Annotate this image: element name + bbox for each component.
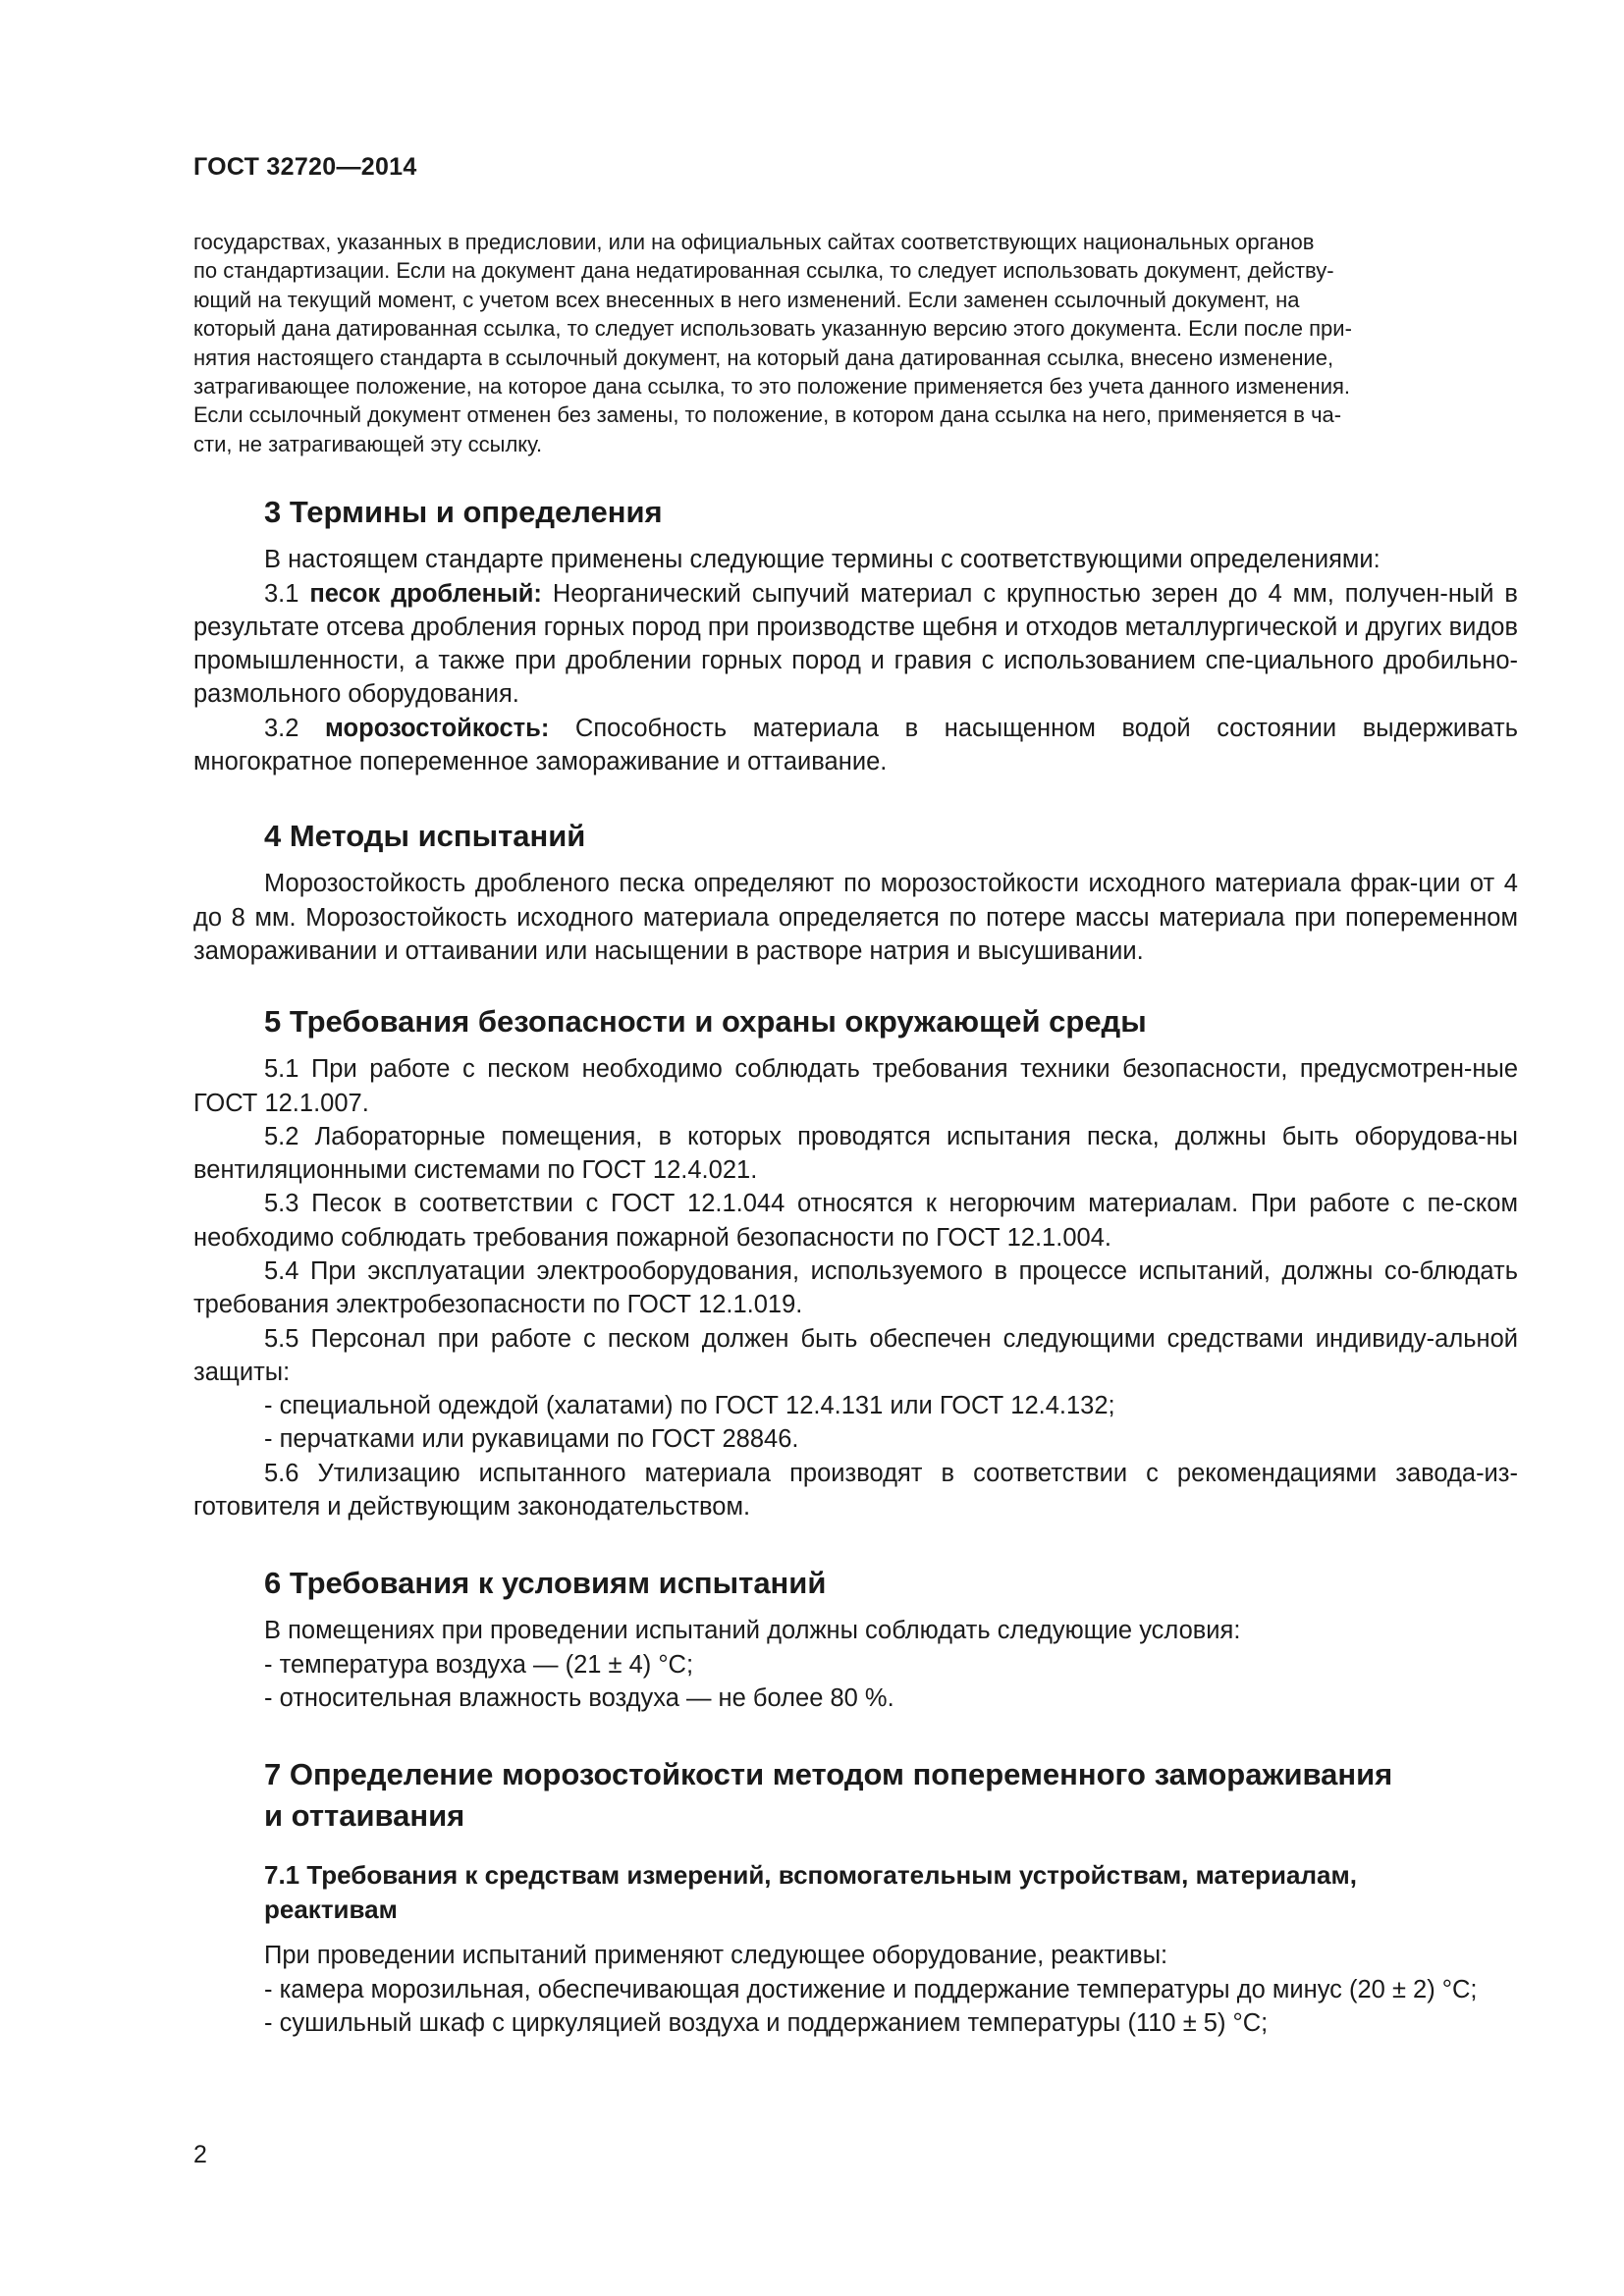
intro-line: Если ссылочный документ отменен без замены, то положение, в котором дана ссылка на него, применяется в ча- — [193, 402, 1342, 428]
subsection-7-1-intro: При проведении испытаний применяют следующее оборудование, реактивы: — [264, 1942, 1168, 1970]
term-3-1-definition: Неорганический сыпучий материал с крупностью зерен до 4 мм, получен-ный в результате отсева дробления горных пород при производстве щебня и отходов металлургической и других видов промышленности, а также при дроблении горных пород и гравия с использованием спе-циального дробильно-размольного оборудования. — [193, 579, 1518, 709]
term-3-1-number: 3.1 — [264, 579, 310, 608]
document-content — [193, 228, 1518, 2040]
intro-line: сти, не затрагивающей эту ссылку. — [193, 431, 543, 456]
condition-item: - относительная влажность воздуха — не более 80 %. — [264, 1683, 894, 1712]
clause-5-3: 5.3 Песок в соответствии с ГОСТ 12.1.044 относятся к негорючим материалам. При работе с пе-ском необходимо соблюдать требования пожарной безопасности по ГОСТ 12.1.004. — [193, 1190, 1518, 1252]
section-3-heading: 3 Термины и определения — [264, 495, 663, 530]
section-5-heading: 5 Требования безопасности и охраны окружающей среды — [264, 1004, 1147, 1040]
term-3-2-definition: Способность материала в насыщенном водой состоянии выдерживать многократное попеременное замораживание и оттаивание. — [193, 714, 1518, 776]
section-4 — [193, 816, 1518, 968]
equipment-item: - камера морозильная, обеспечивающая достижение и поддержание температуры до минус (20 ± 2) °С; — [264, 1975, 1478, 2003]
section-7-heading-line: и оттаивания — [264, 1798, 465, 1834]
term-3-2 — [193, 712, 1518, 779]
intro-line: ющий на текущий момент, с учетом всех внесенных в него изменений. Если заменен ссылочный документ, на — [193, 287, 1300, 312]
section-7-heading — [193, 1754, 1518, 1837]
equipment-item: - сушильный шкаф с циркуляцией воздуха и поддержанием температуры (110 ± 5) °С; — [264, 2008, 1269, 2037]
term-3-1 — [193, 577, 1518, 712]
subsection-7-1-heading-line: реактивам — [264, 1895, 398, 1925]
term-3-2-term: морозостойкость: — [325, 714, 550, 742]
section-4-heading: 4 Методы испытаний — [264, 819, 586, 854]
section-6 — [193, 1563, 1518, 1715]
clause-5-5-item: - перчатками или рукавицами по ГОСТ 28846. — [264, 1425, 799, 1454]
intro-paragraph — [193, 228, 1518, 458]
clause-5-2: 5.2 Лабораторные помещения, в которых проводятся испытания песка, должны быть оборудова-ны вентиляционными системами по ГОСТ 12.4.021. — [193, 1122, 1518, 1185]
section-3 — [193, 492, 1518, 778]
clause-5-6: 5.6 Утилизацию испытанного материала производят в соответствии с рекомендациями завода-из-готовителя и действующим законодательством. — [193, 1459, 1518, 1522]
intro-line: государствах, указанных в предисловии, или на официальных сайтах соответствующих национальных органов — [193, 230, 1315, 254]
clause-5-1: 5.1 При работе с песком необходимо соблюдать требования техники безопасности, предусмотрен-ные ГОСТ 12.1.007. — [193, 1055, 1518, 1117]
section-6-intro: В помещениях при проведении испытаний должны соблюдать следующие условия: — [264, 1617, 1241, 1645]
intro-line: по стандартизации. Если на документ дана недатированная ссылка, то следует использовать документ, действу- — [193, 258, 1334, 284]
clause-5-5-item: - специальной одеждой (халатами) по ГОСТ 12.4.131 или ГОСТ 12.4.132; — [264, 1392, 1115, 1420]
term-3-1-term: песок дробленый: — [309, 579, 542, 608]
section-7 — [193, 1754, 1518, 2040]
subsection-7-1-heading-line: 7.1 Требования к средствам измерений, вспомогательным устройствам, материалам, — [264, 1860, 1357, 1891]
section-5 — [193, 1001, 1518, 1523]
term-3-2-number: 3.2 — [264, 714, 326, 742]
subsection-7-1-heading — [193, 1858, 1518, 1927]
section-4-text: Морозостойкость дробленого песка определяют по морозостойкости исходного материала фрак-ции от 4 до 8 мм. Морозостойкость исходного материала определяется по потере массы материала при попеременном замораживании и оттаивании или насыщении в растворе натрия и высушивании. — [193, 870, 1518, 965]
condition-item: - температура воздуха — (21 ± 4) °С; — [264, 1650, 694, 1679]
page-number: 2 — [193, 2141, 207, 2168]
clause-5-4: 5.4 При эксплуатации электрооборудования, используемого в процессе испытаний, должны со-блюдать требования электробезопасности по ГОСТ 12.1.019. — [193, 1257, 1518, 1319]
intro-line: который дана датированная ссылка, то следует использовать указанную версию этого документа. Если после при- — [193, 316, 1352, 342]
clause-5-5: 5.5 Персонал при работе с песком должен быть обеспечен следующими средствами индивиду-альной защиты: — [193, 1324, 1518, 1386]
intro-line: затрагивающее положение, на которое дана ссылка, то это положение применяется без учета данного изменения. — [193, 374, 1351, 400]
intro-line: нятия настоящего стандарта в ссылочный документ, на который дана датированная ссылка, внесено изменение, — [193, 345, 1334, 370]
section-3-intro: В настоящем стандарте применены следующие термины с соответствующими определениями: — [264, 546, 1380, 574]
document-header: ГОСТ 32720—2014 — [193, 153, 417, 181]
section-7-heading-line: 7 Определение морозостойкости методом попеременного замораживания — [264, 1757, 1393, 1792]
section-6-heading: 6 Требования к условиям испытаний — [264, 1566, 827, 1601]
